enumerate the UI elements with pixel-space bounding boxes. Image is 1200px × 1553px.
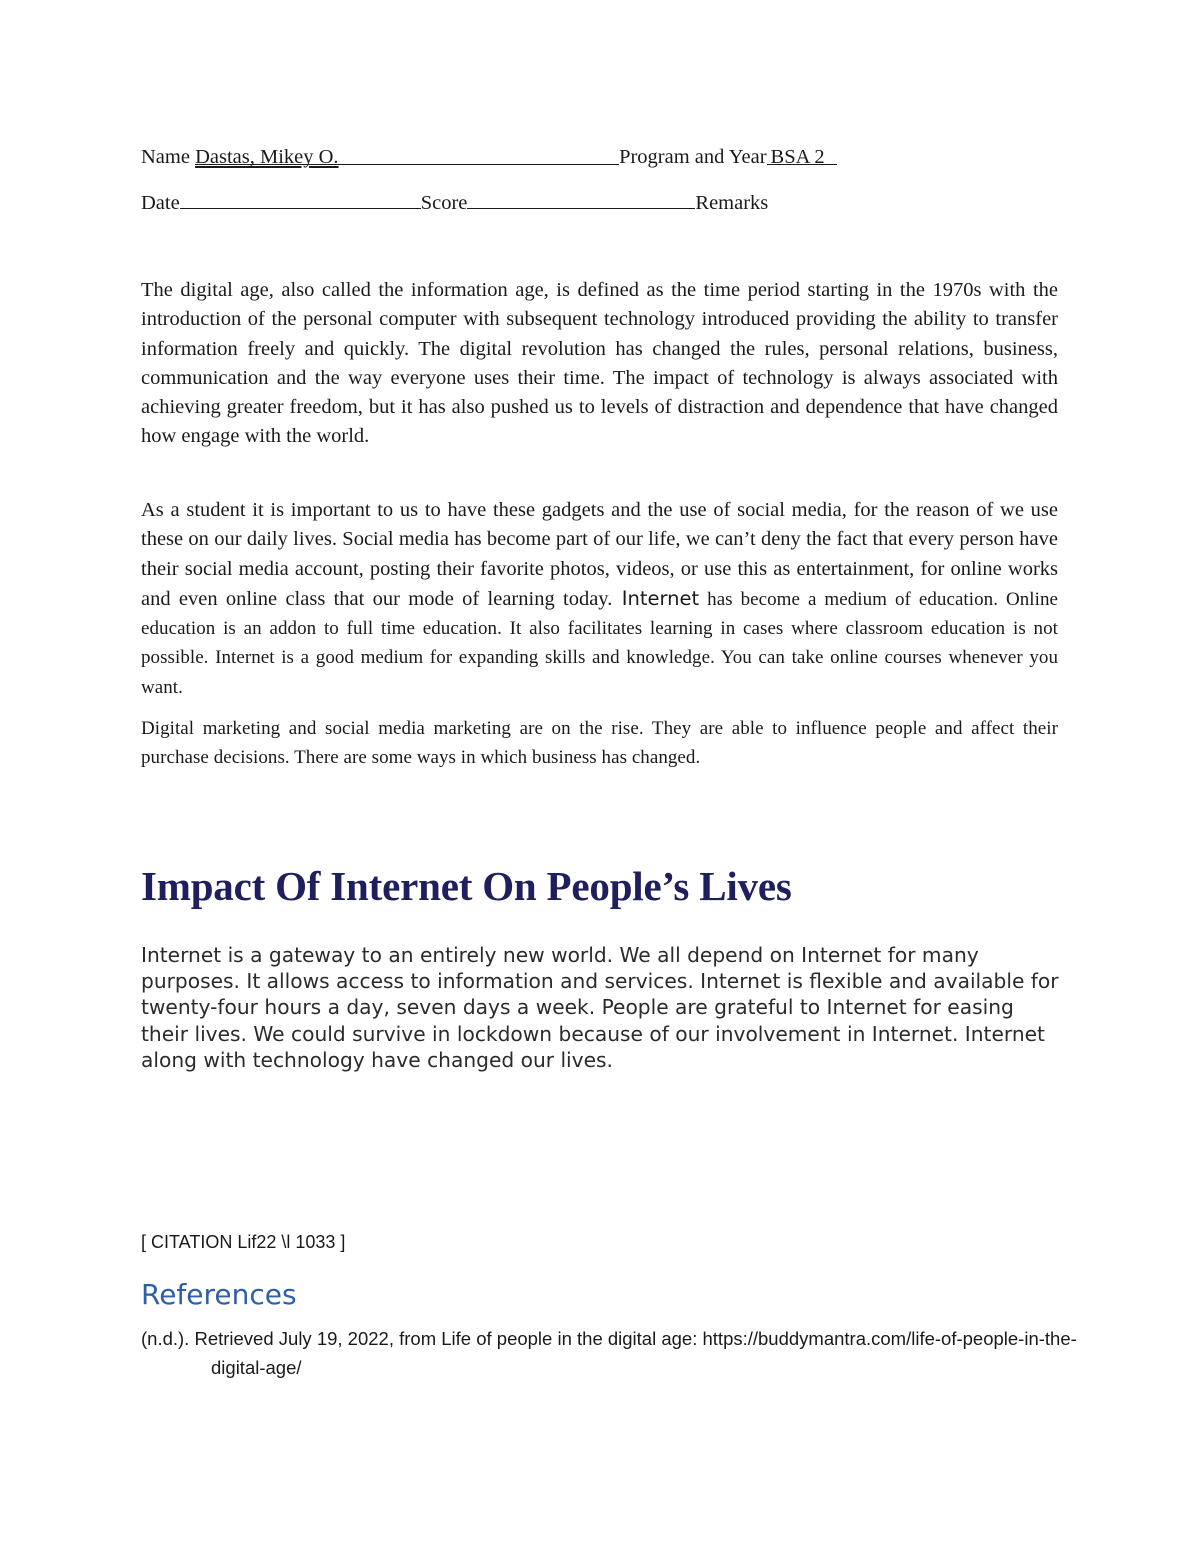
references-heading: References: [141, 1278, 297, 1311]
score-field: [467, 189, 695, 209]
form-line-name-program: [141, 145, 837, 169]
section-heading: Impact Of Internet On People’s Lives: [141, 863, 792, 909]
program-field: [767, 145, 837, 168]
program-value: BSA 2: [770, 146, 825, 168]
name-field: [195, 145, 619, 168]
remarks-label: Remarks: [695, 192, 769, 214]
internet-word: Internet: [612, 586, 700, 610]
section-body: Internet is a gateway to an entirely new world. We all depend on Internet for many purposes. It allows access to information and services. Internet is flexible and available for twenty-four hours a day, seven days a week. People are grateful to Internet for easing their lives. We could survive in lockdown because of our involvement in Internet. Internet along with technology have changed our lives.: [141, 943, 1059, 1072]
date-label: Date: [141, 192, 180, 214]
reference-entry: (n.d.). Retrieved July 19, 2022, from Life of people in the digital age: https://buddymantra.com/life-of-people-in-the-digital-age/: [141, 1328, 1077, 1378]
paragraph-student-gadgets-part2: has become a medium of education. Online education is an addon to full time education. It also facilitates learning in cases where classroom education is not possible. Internet is a good medium for expanding skills and knowledge. You can take online courses whenever you want.: [141, 588, 1058, 698]
score-label: Score: [420, 192, 468, 214]
name-value: Dastas, Mikey O.: [195, 146, 339, 168]
paragraph-digital-age: The digital age, also called the information age, is defined as the time period starting in the 1970s with the introduction of the personal computer with subsequent technology introduced providing the ability to transfer information freely and quickly. The digital revolution has changed the rules, personal relations, business, communication and the way everyone uses their time. The impact of technology is always associated with achieving greater freedom, but it has also pushed us to levels of distraction and dependence that have changed how engage with the world.: [141, 279, 1058, 448]
form-line-date-score-remarks: [141, 189, 768, 215]
citation-field: [ CITATION Lif22 \l 1033 ]: [141, 1232, 346, 1252]
paragraph-digital-marketing: Digital marketing and social media marketing are on the rise. They are able to influence people and affect their purchase decisions. There are some ways in which business has changed.: [141, 718, 1058, 768]
program-label: Program and Year: [619, 146, 767, 168]
paragraph-student-gadgets: [141, 496, 1058, 702]
paragraph-student-gadgets-part1: As a student it is important to us to have these gadgets and the use of social media, for the reason of we use these on our daily lives. Social media has become part of our life, we can’t deny the fact that every person have their social media account, posting their favorite photos, videos, or use this as entertainment, for online works and even online class that our mode of learning today.: [141, 499, 1058, 610]
name-label: Name: [141, 146, 196, 168]
date-field: [180, 189, 421, 209]
